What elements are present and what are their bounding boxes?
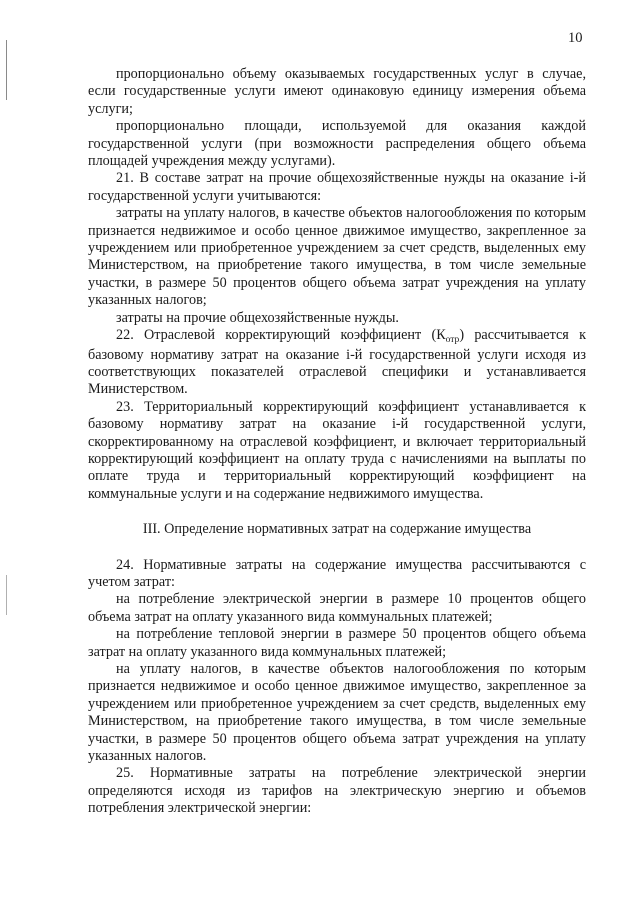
paragraph: на уплату налогов, в качестве объектов налогообложения по которым признается недвижимое и особо ценное движимое имущество, закрепленное за учреждением или приобретенное учреждением за счет средств, выделенных ему Министерством, на приобретение такого имущества, в том числе земельные участки, в размере 50 процентов общего объема затрат учреждения на уплату указанных налогов. (88, 661, 586, 765)
paragraph: затраты на уплату налогов, в качестве объектов налогообложения по которым признается недвижимое и особо ценное движимое имущество, закрепленное за учреждением или приобретенное учреждением за счет средств, выделенных ему Министерством, на приобретение такого имущества, в том числе земельные участки, в размере 50 процентов общего объема затрат учреждения на уплату указанных налогов; (88, 205, 586, 309)
paragraph: пропорционально объему оказываемых государственных услуг в случае, если государственные услуги имеют одинаковую единицу измерения объема услуги; (88, 66, 586, 117)
paragraph: затраты на прочие общехозяйственные нужды. (116, 309, 399, 326)
paragraph: 25. Нормативные затраты на потребление электрической энергии определяются исходя из тарифов на электрическую энергию и объемов потребления электрической энергии: (88, 765, 586, 817)
paragraph: пропорционально площади, используемой для оказания каждой государственной услуги (при возможности распределения общего объема площадей учреждения между услугами). (88, 118, 586, 170)
paragraph: 21. В составе затрат на прочие общехозяйственные нужды на оказание i-й государственной услуги учитываются: (88, 170, 586, 204)
paragraph-22-text-end: ) рассчитывается к базовому нормативу затрат на оказание i-й государственной услуги исходя из соответствующих показателей отраслевой специфики и устанавливается Министерством. (88, 327, 586, 398)
page-number: 10 (568, 30, 583, 46)
paragraph: на потребление тепловой энергии в размере 50 процентов общего объема затрат на оплату указанного вида коммунальных платежей; (88, 626, 586, 660)
paragraph: на потребление электрической энергии в размере 10 процентов общего объема затрат на оплату указанного вида коммунальных платежей; (88, 591, 586, 625)
margin-mark (6, 575, 7, 615)
margin-mark (6, 40, 7, 100)
section-heading: III. Определение нормативных затрат на содержание имущества (142, 521, 532, 538)
paragraph-22 (88, 327, 586, 399)
paragraph-22-text: 22. Отраслевой корректирующий коэффициент (К (116, 327, 446, 344)
document-body (88, 66, 586, 818)
paragraph-23: 23. Территориальный корректирующий коэффициент устанавливается к базовому нормативу затрат на оказание i-й государственной услуги, скорректированному на отраслевой коэффициент, и включает территориальный корректирующий коэффициент на оплату труда с начислениями на выплаты по оплате труда и территориальный корректирующий коэффициент на коммунальные услуги и на содержание недвижимого имущества. (88, 398, 586, 502)
subscript-otr: отр (445, 335, 460, 346)
paragraph: 24. Нормативные затраты на содержание имущества рассчитываются с учетом затрат: (88, 556, 586, 590)
